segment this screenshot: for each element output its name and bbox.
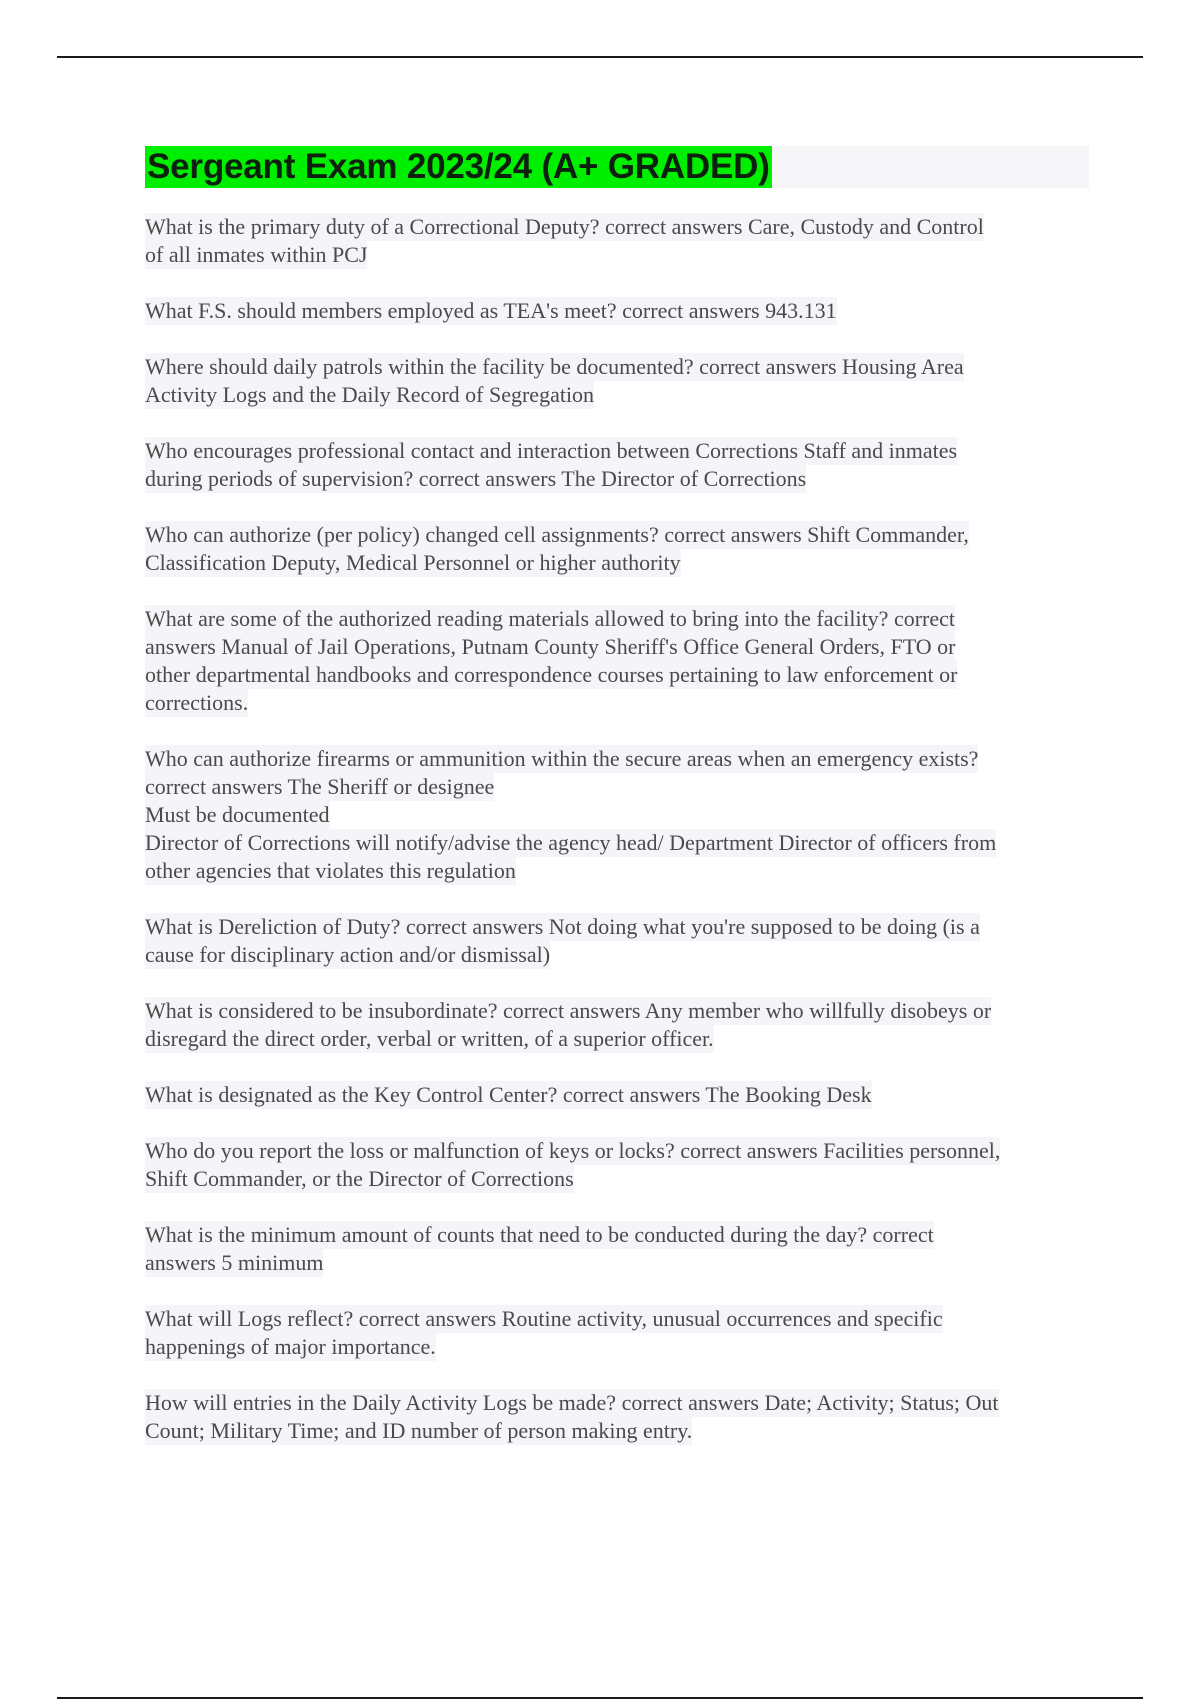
qa-line: Count; Military Time; and ID number of person making entry. [145,1418,693,1443]
qa-line: Who encourages professional contact and interaction between Corrections Staff and inmates [145,438,958,463]
qa-entry [145,1137,1090,1193]
qa-line: Shift Commander, or the Director of Corrections [145,1166,574,1191]
qa-line: What is Dereliction of Duty? correct answers Not doing what you're supposed to be doing (is a [145,914,980,939]
qa-line: cause for disciplinary action and/or dismissal) [145,942,551,967]
qa-entry [145,213,1090,269]
qa-line: Must be documented [145,802,330,827]
qa-entry [145,605,1090,717]
title-bar [145,146,1089,188]
qa-line: other departmental handbooks and correspondence courses pertaining to law enforcement or [145,662,958,687]
qa-line: How will entries in the Daily Activity Logs be made? correct answers Date; Activity; Status; Out [145,1390,999,1415]
document-body [145,146,1090,1473]
qa-line: What is the minimum amount of counts that need to be conducted during the day? correct [145,1222,934,1247]
qa-line: Who do you report the loss or malfunction of keys or locks? correct answers Facilities personnel, [145,1138,1001,1163]
qa-line: What is the primary duty of a Correctional Deputy? correct answers Care, Custody and Control [145,214,984,239]
qa-line: What is considered to be insubordinate? correct answers Any member who willfully disobeys or [145,998,992,1023]
qa-entry [145,1081,1090,1109]
qa-entry [145,437,1090,493]
qa-line: other agencies that violates this regulation [145,858,516,883]
qa-entry [145,745,1090,885]
qa-line: correct answers The Sheriff or designee [145,774,495,799]
qa-line: happenings of major importance. [145,1334,436,1359]
qa-line: What will Logs reflect? correct answers Routine activity, unusual occurrences and specific [145,1306,943,1331]
qa-line: corrections. [145,690,249,715]
qa-line: Who can authorize (per policy) changed cell assignments? correct answers Shift Commander, [145,522,969,547]
qa-line: answers Manual of Jail Operations, Putnam County Sheriff's Office General Orders, FTO or [145,634,956,659]
qa-line: Who can authorize firearms or ammunition within the secure areas when an emergency exists? [145,746,979,771]
document-title: Sergeant Exam 2023/24 (A+ GRADED) [147,147,770,186]
qa-line: Director of Corrections will notify/advise the agency head/ Department Director of officers from [145,830,997,855]
qa-line: Where should daily patrols within the facility be documented? correct answers Housing Area [145,354,964,379]
qa-line: disregard the direct order, verbal or written, of a superior officer. [145,1026,714,1051]
qa-line: Activity Logs and the Daily Record of Segregation [145,382,595,407]
qa-entry [145,997,1090,1053]
qa-entry [145,913,1090,969]
qa-line: What F.S. should members employed as TEA's meet? correct answers 943.131 [145,298,837,323]
qa-line: during periods of supervision? correct answers The Director of Corrections [145,466,807,491]
qa-line: What are some of the authorized reading materials allowed to bring into the facility? correct [145,606,956,631]
qa-entry [145,1221,1090,1277]
qa-entry [145,353,1090,409]
qa-entry [145,297,1090,325]
qa-line: of all inmates within PCJ [145,242,368,267]
qa-line: Classification Deputy, Medical Personnel or higher authority [145,550,681,575]
top-rule [57,56,1143,58]
qa-entry [145,1389,1090,1445]
qa-line: What is designated as the Key Control Center? correct answers The Booking Desk [145,1082,872,1107]
qa-entry [145,1305,1090,1361]
qa-list [145,213,1090,1445]
qa-entry [145,521,1090,577]
qa-line: answers 5 minimum [145,1250,324,1275]
bottom-rule [57,1697,1143,1699]
